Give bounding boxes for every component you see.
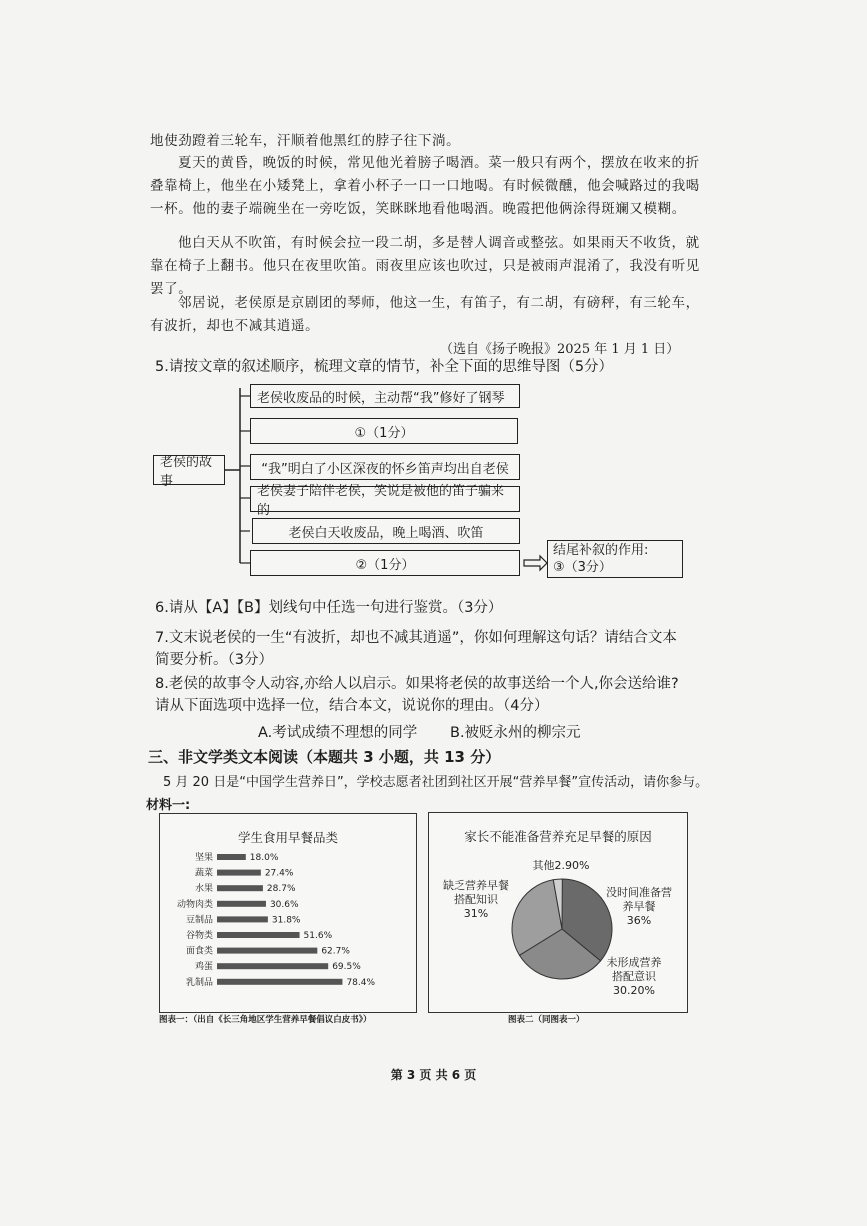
mindmap-node-4: 老侯妻子陪伴老侯，笑说是被他的笛子骗来的 <box>250 486 520 512</box>
passage-line-1: 地使劲蹬着三轮车，汗顺着他黑红的脖子往下淌。 <box>150 133 461 149</box>
pie-slice-label: 养早餐 <box>622 900 656 913</box>
question-7-line-2: 简要分析。（3分） <box>155 652 273 668</box>
mindmap-node-3: “我”明白了小区深夜的怀乡笛声均出自老侯 <box>250 454 520 480</box>
pie-slice-label: 未形成营养 <box>606 956 662 969</box>
bar-category-label: 蔬菜 <box>194 868 213 879</box>
material-1-label: 材料一: <box>146 798 191 813</box>
question-8-option-b: B.被贬永州的柳宗元 <box>450 725 581 741</box>
bar-chart-caption: 图表一：（出自《长三角地区学生营养早餐倡议白皮书》） <box>159 1015 372 1025</box>
mindmap-node-1: 老侯收废品的时候，主动帮“我”修好了钢琴 <box>250 384 520 408</box>
bar <box>217 901 266 907</box>
bar <box>217 854 246 860</box>
mindmap-node-2-blank: ①（1分） <box>250 418 518 444</box>
bar <box>217 916 268 922</box>
question-8-line-1: 8.老侯的故事令人动容,亦给人以启示。如果将老侯的故事送给一个人,你会送给谁? <box>155 676 679 692</box>
bar-category-label: 乳制品 <box>185 977 213 988</box>
pie-slice-label: 30.20% <box>613 984 655 997</box>
bar-category-label: 水果 <box>194 884 213 895</box>
pie-slice-label: 其他2.90% <box>532 859 590 872</box>
pie-chart-frame <box>428 812 688 1013</box>
question-6: 6.请从【A】【B】划线句中任选一句进行鉴赏。（3分） <box>155 600 503 616</box>
side-box-line-2: ③（3分） <box>553 560 612 575</box>
bar-chart-frame <box>159 813 417 1013</box>
pie-slice-label: 搭配意识 <box>612 970 656 983</box>
question-5: 5.请按文章的叙述顺序，梳理文章的情节，补全下面的思维导图（5分） <box>155 359 614 375</box>
bar-category-label: 坚果 <box>194 853 213 863</box>
mindmap-node-5: 老侯白天收废品，晚上喝酒、吹笛 <box>252 518 520 544</box>
bar-value-label: 69.5% <box>332 962 361 973</box>
pie-slice-label: 搭配知识 <box>454 893 498 906</box>
side-box-line-1: 结尾补叙的作用: <box>553 543 649 558</box>
bar-category-label: 面食类 <box>185 946 213 957</box>
bar-category-label: 动物肉类 <box>176 899 213 910</box>
bar <box>217 870 261 876</box>
question-8-line-2: 请从下面选项中选择一位，结合本文，说说你的理由。（4分） <box>155 698 549 714</box>
passage-paragraph-3: 他白天从不吹笛，有时候会拉一段二胡，多是替人调音或整弦。如果雨天不收货，就靠在椅子上翻书。他只在夜里吹笛。雨夜里应该也吹过，只是被雨声混淆了，我没有听见罢了。 <box>150 235 700 297</box>
bar-category-label: 谷物类 <box>185 931 213 941</box>
pie-chart <box>429 813 687 1012</box>
page-footer: 第 3 页 共 6 页 <box>390 1068 477 1082</box>
section-3-intro: 5 月 20 日是“中国学生营养日”，学校志愿者社团到社区开展“营养早餐”宣传活动，请你参与。 <box>163 775 709 790</box>
passage-paragraph-4: 邻居说，老侯原是京剧团的琴师，他这一生，有笛子，有二胡，有磅秤，有三轮车，有波折，却也不减其逍遥。 <box>150 295 700 334</box>
pie-chart-title: 家长不能准备营养充足早餐的原因 <box>464 829 652 844</box>
pie-slice-label: 31% <box>463 907 489 920</box>
bar-chart <box>160 814 416 1012</box>
bar-value-label: 78.4% <box>346 977 376 988</box>
bar <box>217 932 300 938</box>
bar-value-label: 18.0% <box>249 853 279 863</box>
bar-value-label: 51.6% <box>303 931 333 941</box>
bar <box>217 979 342 985</box>
passage-paragraph-2: 夏天的黄昏，晚饭的时候，常见他光着膀子喝酒。菜一般只有两个，摆放在收来的折叠靠椅上，他坐在小矮凳上，拿着小杯子一口一口地喝。有时候微醺，他会喊路过的我喝一杯。他的妻子端碗坐在一旁吃饭，笑眯眯地看他喝酒。晚霞把他俩涂得斑斓又模糊。 <box>150 155 700 217</box>
bar <box>217 885 263 891</box>
pie-chart-caption: 图表二（同图表一） <box>508 1015 585 1025</box>
section-3-heading: 三、非文学类文本阅读（本题共 3 小题，共 13 分） <box>148 748 501 766</box>
bar-category-label: 鸡蛋 <box>194 962 213 973</box>
bar-value-label: 30.6% <box>269 899 299 910</box>
mindmap-root: 老侯的故事 <box>153 455 225 485</box>
bar-value-label: 27.4% <box>264 868 294 879</box>
bar-value-label: 28.7% <box>266 884 296 895</box>
bar-category-label: 豆制品 <box>185 915 213 926</box>
bar <box>217 948 317 954</box>
bar-chart-title: 学生食用早餐品类 <box>237 830 338 845</box>
bar-value-label: 62.7% <box>321 946 350 957</box>
pie-slice-label: 没时间准备营 <box>606 886 672 899</box>
question-7-line-1: 7.文末说老侯的一生“有波折，却也不减其逍遥”，你如何理解这句话？请结合文本 <box>155 630 677 646</box>
bar <box>217 963 328 969</box>
pie-slice-label: 缺乏营养早餐 <box>443 879 509 892</box>
mindmap-side-box <box>547 540 683 578</box>
question-8-option-a: A.考试成绩不理想的同学 <box>258 725 418 741</box>
passage-source: （选自《扬子晚报》2025 年 1 月 1 日） <box>440 342 680 357</box>
pie-slice-label: 36% <box>626 914 652 927</box>
mindmap-node-6-blank: ②（1分） <box>250 550 520 576</box>
bar-value-label: 31.8% <box>271 915 301 926</box>
